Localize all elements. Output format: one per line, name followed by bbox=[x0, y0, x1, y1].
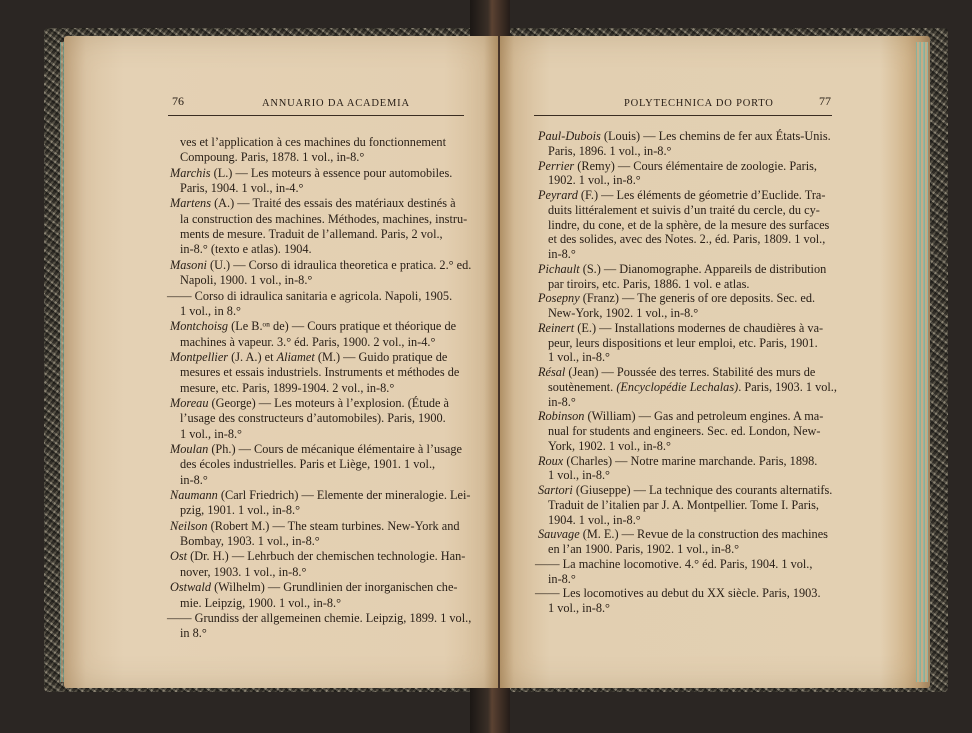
series-title: (Encyclopédie Lechalas) bbox=[616, 379, 739, 394]
text-line bbox=[180, 335, 435, 349]
text-line bbox=[548, 572, 576, 586]
page-number-left: 76 bbox=[172, 94, 184, 108]
text-line bbox=[180, 150, 364, 164]
entry-text: 1 vol., in-8.° bbox=[548, 601, 610, 615]
entry-text: . Paris, 1903. 1 vol., bbox=[738, 379, 837, 394]
text-line bbox=[538, 321, 823, 335]
author-name: Posepny bbox=[538, 291, 580, 306]
author-name: Neilson bbox=[170, 518, 208, 533]
text-line bbox=[180, 565, 306, 579]
running-head-right: POLYTECHNICA DO PORTO bbox=[624, 98, 774, 109]
entry-text: Napoli, 1900. 1 vol., in-8.° bbox=[180, 273, 313, 288]
author-name: Pichault bbox=[538, 261, 580, 276]
text-line bbox=[170, 166, 452, 180]
entry-text: Compoung. Paris, 1878. 1 vol., in-8.° bbox=[180, 150, 365, 165]
left-page bbox=[64, 36, 498, 688]
entry-text: duits littéralement et suivis d’un traité du cercle, du cy- bbox=[548, 202, 820, 217]
entry-text: (Wilhelm) — Grundlinien der inorganischen che- bbox=[211, 580, 458, 595]
entry-text: mie. Leipzig, 1900. 1 vol., in-8.° bbox=[180, 595, 341, 610]
entry-text: New-York, 1902. 1 vol., in-8.° bbox=[548, 306, 699, 320]
entry-text: (Dr. H.) — Lehrbuch der chemischen technologie. Han- bbox=[187, 549, 466, 564]
entry-text: ves et l’application à ces machines du fonctionnement bbox=[180, 135, 446, 149]
text-line bbox=[548, 468, 610, 482]
entry-text: (L.) — Les moteurs à essence pour automobiles. bbox=[210, 165, 453, 180]
text-line bbox=[548, 203, 820, 217]
text-line bbox=[548, 513, 641, 527]
text-line bbox=[167, 289, 452, 303]
text-line bbox=[538, 483, 832, 497]
text-line bbox=[548, 542, 739, 556]
entry-text: et des solides, avec des Notes. 2., éd. Paris, 1809. 1 vol., bbox=[548, 232, 826, 247]
author-name: Ostwald bbox=[170, 580, 211, 595]
entry-text: 1904. 1 vol., in-8.° bbox=[548, 512, 641, 527]
entry-text: in 8.° bbox=[180, 626, 207, 641]
entry-text: 1 vol., in 8.° bbox=[180, 303, 241, 318]
text-line bbox=[538, 527, 828, 541]
text-line bbox=[170, 488, 471, 502]
entry-text: (Le B.ᵒⁿ de) — Cours pratique et théorique de bbox=[228, 319, 457, 334]
header-rule-right bbox=[534, 115, 832, 116]
text-line bbox=[548, 232, 825, 246]
author-name: Reinert bbox=[538, 320, 575, 335]
author-name: Peyrard bbox=[538, 188, 578, 202]
text-line bbox=[180, 273, 312, 287]
text-line bbox=[170, 580, 458, 594]
text-line bbox=[180, 242, 312, 256]
text-line bbox=[180, 381, 394, 395]
text-line bbox=[180, 427, 242, 441]
text-line bbox=[167, 611, 471, 625]
entry-text: (F.) — Les éléments de géometrie d’Euclide. Tra- bbox=[577, 188, 826, 202]
text-line bbox=[535, 557, 812, 571]
text-line bbox=[538, 188, 825, 202]
text-line bbox=[548, 247, 576, 261]
author-name: Robinson bbox=[538, 409, 585, 424]
text-line bbox=[538, 159, 817, 173]
text-line bbox=[180, 534, 320, 548]
text-line bbox=[538, 291, 815, 305]
entry-text: en l’an 1900. Paris, 1902. 1 vol., in-8.° bbox=[548, 542, 740, 556]
text-line bbox=[548, 380, 837, 394]
text-line bbox=[548, 306, 698, 320]
entry-text: (Louis) — Les chemins de fer aux États-Unis. bbox=[600, 129, 831, 143]
text-line bbox=[538, 262, 826, 276]
text-line bbox=[180, 212, 467, 226]
text-line bbox=[548, 277, 750, 291]
text-line bbox=[180, 135, 446, 149]
entry-text: 1 vol., in-8.° bbox=[180, 426, 242, 441]
page-edges-right bbox=[916, 42, 928, 682]
text-line bbox=[170, 519, 460, 533]
entry-text: soutènement. bbox=[548, 379, 617, 394]
author-name: Marchis bbox=[170, 165, 211, 180]
entry-text: (Giuseppe) — La technique des courants alternatifs. bbox=[572, 483, 833, 497]
author-name: Résal bbox=[538, 365, 566, 379]
text-line bbox=[180, 181, 303, 195]
text-line bbox=[180, 473, 208, 487]
entry-text: (George) — Les moteurs à l’explosion. (Étude à bbox=[208, 395, 450, 410]
page-number-right: 77 bbox=[819, 94, 831, 108]
author-name: Perrier bbox=[538, 158, 575, 173]
entry-text: (Charles) — Notre marine marchande. Paris, 1898. bbox=[563, 453, 818, 468]
text-line bbox=[180, 411, 446, 425]
entry-text: in-8.° bbox=[548, 394, 576, 409]
text-line bbox=[548, 218, 829, 232]
author-name: Roux bbox=[538, 453, 564, 468]
text-line bbox=[170, 549, 465, 563]
entry-text: l’usage des constructeurs d’automobiles). Paris, 1900. bbox=[180, 411, 446, 426]
author-name: Ost bbox=[170, 549, 188, 564]
text-line bbox=[170, 258, 471, 272]
text-line bbox=[180, 227, 443, 241]
entry-text: nual for students and engineers. Sec. ed. London, New- bbox=[548, 424, 821, 438]
text-line bbox=[170, 442, 462, 456]
entry-text: Bombay, 1903. 1 vol., in-8.° bbox=[180, 534, 320, 549]
text-line bbox=[538, 454, 817, 468]
text-line bbox=[548, 395, 576, 409]
text-line bbox=[170, 396, 449, 410]
entry-text: (U.) — Corso di idraulica theoretica e pratica. 2.° ed. bbox=[206, 257, 472, 272]
author-name: Martens bbox=[170, 196, 211, 211]
text-line bbox=[180, 365, 459, 379]
entry-text: 1902. 1 vol., in-8.° bbox=[548, 173, 641, 188]
entry-text: (Jean) — Poussée des terres. Stabilité des murs de bbox=[565, 365, 816, 379]
entry-text: (A.) — Traité des essais des matériaux destinés à bbox=[211, 196, 456, 211]
entry-text: mesure, etc. Paris, 1899-1904. 2 vol., in-8.° bbox=[180, 380, 395, 395]
entry-text: —— La machine locomotive. 4.° éd. Paris, 1904. 1 vol., bbox=[535, 556, 813, 571]
text-line bbox=[548, 439, 671, 453]
entry-text: (Franz) — The generis of ore deposits. Sec. ed. bbox=[579, 291, 816, 306]
author-name: Montpellier bbox=[170, 349, 229, 364]
text-line bbox=[548, 601, 610, 615]
author-name: Sauvage bbox=[538, 527, 580, 542]
author-name: Naumann bbox=[170, 488, 218, 503]
entry-text: peur, leurs dispositions et leur emploi, etc. Paris, 1901. bbox=[548, 335, 818, 350]
entry-text: —— Les locomotives au debut du XX siècle. Paris, 1903. bbox=[535, 586, 821, 601]
entry-text: (J. A.) et bbox=[228, 349, 277, 364]
text-line bbox=[170, 196, 456, 210]
author-name: Montchoisg bbox=[170, 319, 229, 334]
entry-text: in-8.° bbox=[548, 571, 576, 586]
author-name: Paul-Dubois bbox=[538, 129, 601, 143]
text-line bbox=[180, 503, 300, 517]
text-line bbox=[548, 498, 819, 512]
text-line bbox=[170, 350, 447, 364]
entry-text: 1 vol., in-8.° bbox=[548, 350, 610, 365]
entry-text: des écoles industrielles. Paris et Liège, 1901. 1 vol., bbox=[180, 457, 436, 472]
entry-text: mesures et essais industriels. Instruments et méthodes de bbox=[180, 365, 460, 380]
entry-text: (M.) — Guido pratique de bbox=[314, 349, 448, 364]
entry-text: in-8.° bbox=[548, 247, 576, 261]
entry-text: (Robert M.) — The steam turbines. New-York and bbox=[207, 518, 460, 533]
text-line bbox=[538, 129, 831, 143]
entry-text: lindre, du cone, et de la sphère, de la mesure des surfaces bbox=[548, 217, 830, 232]
entry-text: —— Corso di idraulica sanitaria e agricola. Napoli, 1905. bbox=[167, 288, 453, 303]
right-page bbox=[500, 36, 930, 688]
entry-text: Traduit de l’italien par J. A. Montpellier. Tome I. Paris, bbox=[548, 497, 820, 512]
text-line bbox=[548, 144, 671, 158]
text-line bbox=[180, 457, 435, 471]
text-line bbox=[548, 336, 818, 350]
running-head-left: ANNUARIO DA ACADEMIA bbox=[262, 98, 410, 109]
entry-text: pzig, 1901. 1 vol., in-8.° bbox=[180, 503, 301, 518]
entry-text: (William) — Gas and petroleum engines. A ma- bbox=[584, 409, 824, 424]
entry-text: (Carl Friedrich) — Elemente der mineralogie. Lei- bbox=[217, 488, 471, 503]
text-line bbox=[548, 424, 821, 438]
entry-text: la construction des machines. Méthodes, machines, instru- bbox=[180, 211, 468, 226]
entry-text: —— Grundiss der allgemeinen chemie. Leipzig, 1899. 1 vol., bbox=[167, 610, 472, 625]
text-line bbox=[170, 319, 456, 333]
coauthor-name: Aliamet bbox=[276, 349, 315, 364]
entry-text: (S.) — Dianomographe. Appareils de distribution bbox=[579, 261, 827, 276]
text-line bbox=[180, 304, 241, 318]
text-line bbox=[180, 596, 341, 610]
entry-text: (E.) — Installations modernes de chaudières à va- bbox=[574, 320, 824, 335]
entry-text: 1 vol., in-8.° bbox=[548, 468, 610, 483]
text-line bbox=[538, 409, 823, 423]
text-line bbox=[535, 586, 821, 600]
header-rule-left bbox=[168, 115, 464, 116]
text-line bbox=[548, 173, 641, 187]
entry-text: (Ph.) — Cours de mécanique élémentaire à l’usage bbox=[208, 442, 462, 456]
entry-text: in-8.° bbox=[180, 472, 208, 487]
entry-text: nover, 1903. 1 vol., in-8.° bbox=[180, 564, 307, 579]
text-line bbox=[538, 365, 815, 379]
author-name: Moulan bbox=[170, 442, 209, 456]
author-name: Masoni bbox=[170, 257, 207, 272]
entry-text: par tiroirs, etc. Paris, 1886. 1 vol. e atlas. bbox=[548, 276, 750, 291]
entry-text: Paris, 1904. 1 vol., in-4.° bbox=[180, 181, 304, 196]
text-line bbox=[548, 350, 610, 364]
entry-text: in-8.° (texto e atlas). 1904. bbox=[180, 242, 312, 257]
text-line bbox=[180, 626, 207, 640]
entry-text: York, 1902. 1 vol., in-8.° bbox=[548, 438, 671, 453]
entry-text: (M. E.) — Revue de la construction des machines bbox=[579, 527, 828, 542]
entry-text: ments de mesure. Traduit de l’allemand. Paris, 2 vol., bbox=[180, 227, 443, 242]
entry-text: (Remy) — Cours élémentaire de zoologie. Paris, bbox=[574, 158, 818, 173]
entry-text: Paris, 1896. 1 vol., in-8.° bbox=[548, 143, 672, 158]
entry-text: machines à vapeur. 3.° éd. Paris, 1900. 2 vol., in-4.° bbox=[180, 334, 436, 349]
author-name: Sartori bbox=[538, 483, 573, 497]
author-name: Moreau bbox=[170, 395, 209, 410]
